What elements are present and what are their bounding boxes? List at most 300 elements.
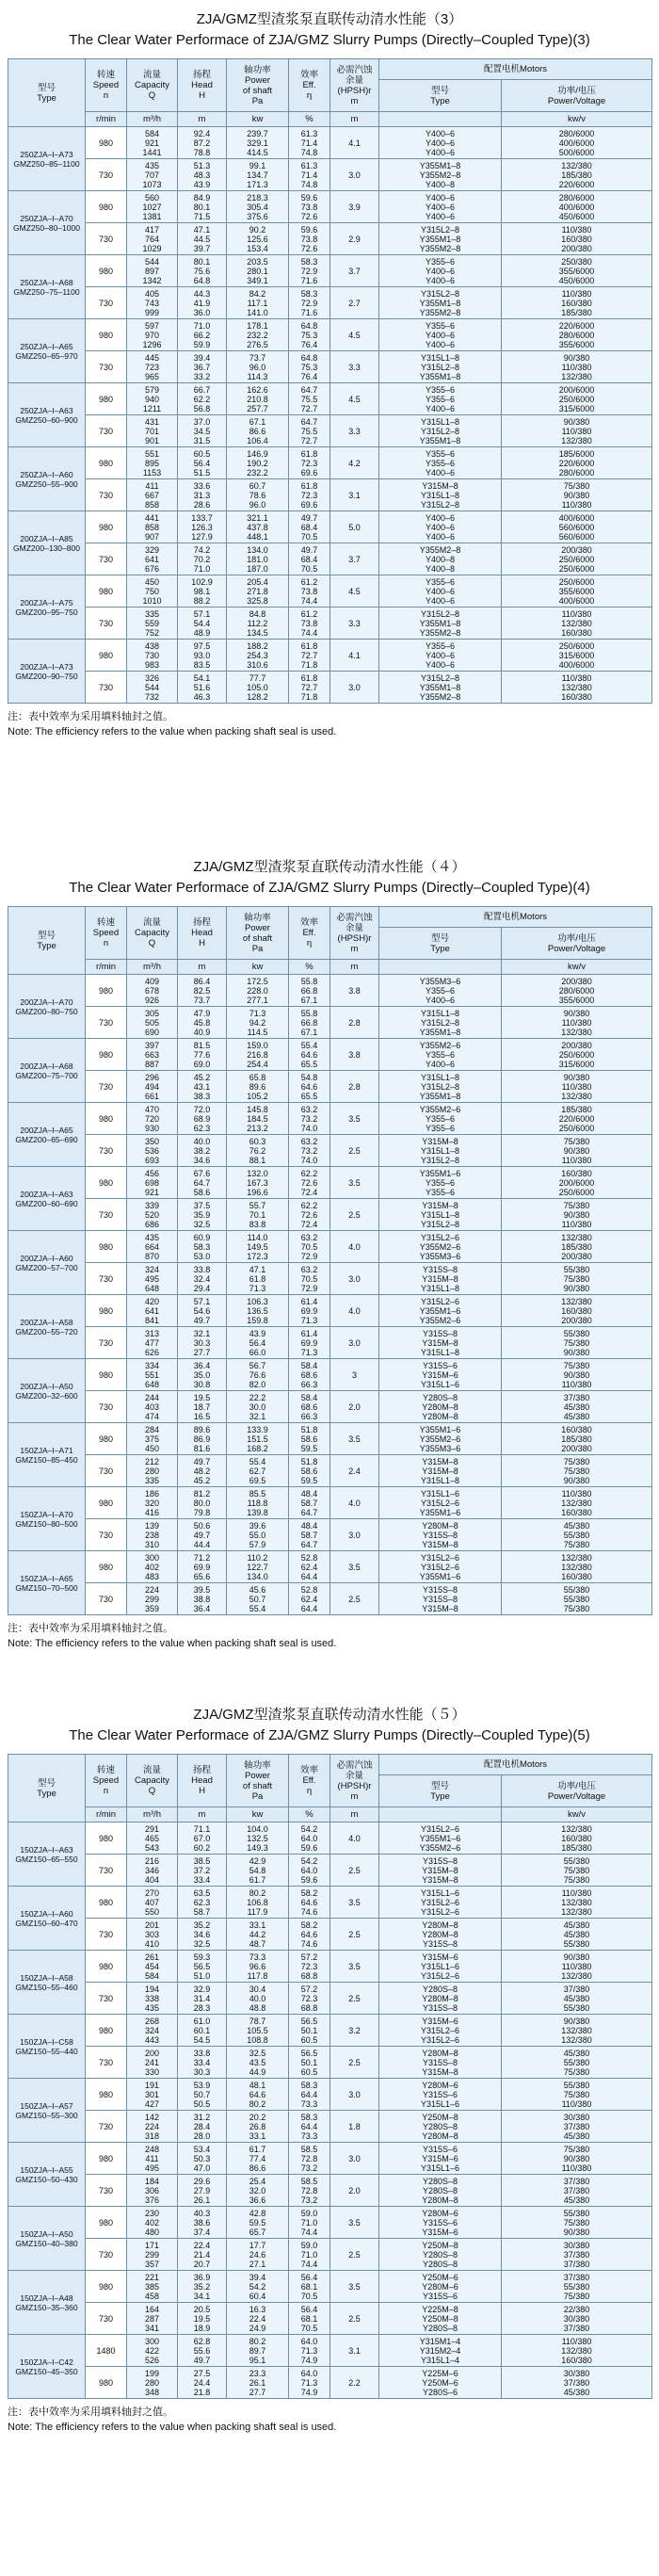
shaft-power-cell: 203.5 280.1 349.1: [227, 255, 289, 287]
header-line: of shaft: [242, 932, 273, 944]
motor-type-cell: Y315L2–6 Y315L2–6 Y355M1–6: [379, 1551, 502, 1583]
efficiency-cell: 64.8 75.3 76.4: [289, 319, 330, 351]
npsh-cell: 3.5: [330, 1951, 379, 1983]
shaft-power-cell: 78.7 105.5 108.8: [227, 2015, 289, 2047]
motor-type-cell: Y355M1–8 Y355M2–8 Y400–8: [379, 159, 502, 191]
table-header: [8, 907, 652, 975]
motor-type-cell: Y355M1–6 Y355M2–6 Y355M3–6: [379, 1423, 502, 1455]
table-row: [8, 351, 652, 383]
capacity-cell: 184 306 376: [127, 2175, 178, 2207]
table-row: [8, 1551, 652, 1583]
motor-type-cell: Y400–6 Y400–6 Y400–6: [379, 127, 502, 159]
note-cn: 注：表中效率为采用填料轴封之值。: [8, 2406, 173, 2418]
npsh-cell: 2.4: [330, 1455, 379, 1487]
capacity-cell: 201 303 410: [127, 1919, 178, 1951]
npsh-cell: 4.0: [330, 1231, 379, 1263]
header-line: 余量: [345, 74, 363, 86]
head-cell: 44.3 41.9 36.0: [178, 287, 227, 319]
speed-cell: 980: [86, 2271, 127, 2303]
motor-type-cell: Y355M2–8 Y400–8 Y400–8: [379, 543, 502, 575]
header-line: n: [103, 90, 109, 101]
efficiency-cell: 58.3 64.4 73.3: [289, 2079, 330, 2111]
motor-type-cell: Y315L2–6 Y355M2–6 Y355M3–6: [379, 1231, 502, 1263]
power-voltage-cell: 250/6000 315/6000 400/6000: [502, 640, 652, 672]
shaft-power-cell: 145.8 184.5 213.2: [227, 1103, 289, 1135]
shaft-power-cell: 110.2 122.7 134.0: [227, 1551, 289, 1583]
header-line: Type: [430, 1790, 450, 1802]
efficiency-cell: 58.4 68.6 66.3: [289, 1359, 330, 1391]
efficiency-cell: 61.2 73.8 74.4: [289, 575, 330, 608]
efficiency-cell: 51.8 58.6 59.5: [289, 1423, 330, 1455]
power-voltage-cell: 132/380 185/380 220/6000: [502, 159, 652, 191]
header-line: Speed: [92, 928, 120, 938]
table-row: [8, 1295, 652, 1327]
efficiency-cell: 56.5 50.1 60.5: [289, 2047, 330, 2079]
motor-type-cell: Y225M–6 Y250M–6 Y280S–6: [379, 2367, 502, 2399]
header-line: 扬程: [192, 70, 211, 80]
shaft-power-cell: 77.7 105.0 128.2: [227, 672, 289, 704]
npsh-cell: 3.1: [330, 479, 379, 511]
capacity-cell: 456 698 921: [127, 1167, 178, 1199]
unit-cell: [379, 112, 502, 127]
power-voltage-cell: 45/380 55/380 75/380: [502, 1519, 652, 1551]
header-line: Type: [430, 943, 450, 954]
motor-type-cell: Y315L2–8 Y355M1–8 Y355M2–8: [379, 608, 502, 640]
unit-cell: r/min: [86, 1807, 127, 1823]
shaft-power-cell: 172.5 228.0 277.1: [227, 975, 289, 1007]
efficiency-cell: 55.8 66.8 67.1: [289, 975, 330, 1007]
shaft-power-cell: 188.2 254.3 310.6: [227, 640, 289, 672]
shaft-power-cell: 48.1 64.6 80.2: [227, 2079, 289, 2111]
motor-type-cell: Y280M–8 Y280M–8 Y315S–8: [379, 1919, 502, 1951]
npsh-cell: 2.5: [330, 1855, 379, 1887]
shaft-power-cell: 133.9 151.5 168.2: [227, 1423, 289, 1455]
capacity-cell: 584 921 1441: [127, 127, 178, 159]
speed-cell: 730: [86, 1327, 127, 1359]
unit-cell: m: [330, 960, 379, 975]
header-line: 轴功率: [244, 912, 271, 923]
head-cell: 36.9 35.2 34.1: [178, 2271, 227, 2303]
npsh-cell: 3.0: [330, 2143, 379, 2175]
header-line: η: [306, 1786, 313, 1796]
table-row: [8, 2207, 652, 2239]
shaft-power-cell: 65.8 89.6 105.2: [227, 1071, 289, 1103]
header-line: m: [350, 943, 359, 954]
header-line: Capacity: [135, 1775, 169, 1786]
header-line: 转速: [96, 917, 115, 928]
pump-model: 200ZJA–I–A73 GMZ200–90–750: [8, 640, 86, 704]
header-power-voltage: [502, 1775, 652, 1807]
table-row: [8, 319, 652, 351]
header-line: 型号: [430, 932, 449, 944]
npsh-cell: 2.5: [330, 1583, 379, 1615]
npsh-cell: 3.0: [330, 1263, 379, 1295]
speed-cell: 980: [86, 640, 127, 672]
header-line: 轴功率: [244, 64, 271, 75]
motor-type-cell: Y280M–6 Y315S–6 Y315M–6: [379, 2207, 502, 2239]
unit-cell: kw: [227, 112, 289, 127]
head-cell: 29.6 27.9 26.1: [178, 2175, 227, 2207]
header-line: 转速: [96, 70, 115, 80]
header-line: Q: [148, 90, 156, 101]
table-row: [8, 543, 652, 575]
header-line: H: [199, 938, 205, 948]
npsh-cell: 3.5: [330, 1167, 379, 1199]
pump-model: 200ZJA–I–A68 GMZ200–75–700: [8, 1039, 86, 1103]
npsh-cell: 2.5: [330, 2303, 379, 2335]
motor-type-cell: Y315L1–6 Y315L2–6 Y315L2–6: [379, 1887, 502, 1919]
head-cell: 19.5 18.7 16.5: [178, 1391, 227, 1423]
efficiency-cell: 61.2 73.8 74.4: [289, 608, 330, 640]
npsh-cell: 2.5: [330, 2047, 379, 2079]
header-speed: [86, 59, 127, 112]
header-line: 流量: [142, 1765, 161, 1775]
motor-type-cell: Y315M1–4 Y315M2–4 Y315L1–4: [379, 2335, 502, 2367]
header-head: [178, 907, 227, 960]
motor-type-cell: Y355M2–6 Y355–6 Y400–6: [379, 1039, 502, 1071]
capacity-cell: 335 559 752: [127, 608, 178, 640]
header-motor-type: [379, 928, 502, 960]
header-motors: 配置电机Motors: [379, 1755, 652, 1775]
table-row: [8, 640, 652, 672]
speed-cell: 730: [86, 1855, 127, 1887]
header-motors: 配置电机Motors: [379, 59, 652, 80]
npsh-cell: 3.5: [330, 1103, 379, 1135]
table-row: [8, 975, 652, 1007]
header-line: 型号: [37, 82, 56, 93]
efficiency-cell: 58.2 64.6 74.6: [289, 1919, 330, 1951]
capacity-cell: 397 663 887: [127, 1039, 178, 1071]
header-line: Head: [191, 80, 213, 90]
table-row: [8, 2111, 652, 2143]
motor-type-cell: Y315S–8 Y315M–8 Y315M–8: [379, 1855, 502, 1887]
motor-type-cell: Y315S–6 Y315M–6 Y315L1–6: [379, 1359, 502, 1391]
table-row: [8, 1423, 652, 1455]
capacity-cell: 470 720 930: [127, 1103, 178, 1135]
head-cell: 102.9 98.1 88.2: [178, 575, 227, 608]
motor-type-cell: Y355–6 Y400–6 Y400–6: [379, 319, 502, 351]
section-title-cn: ZJA/GMZ型渣浆泵直联传动清水性能（５）: [193, 1707, 466, 1723]
efficiency-cell: 55.4 64.6 65.5: [289, 1039, 330, 1071]
header-npsh: [330, 907, 379, 960]
speed-cell: 730: [86, 479, 127, 511]
header-line: 效率: [299, 917, 318, 928]
speed-cell: 730: [86, 2111, 127, 2143]
npsh-cell: 2.9: [330, 223, 379, 255]
capacity-cell: 212 280 335: [127, 1455, 178, 1487]
efficiency-cell: 64.7 75.5 72.7: [289, 415, 330, 447]
pump-model: 200ZJA–I–A58 GMZ200–55–720: [8, 1295, 86, 1359]
efficiency-cell: 48.4 58.7 64.7: [289, 1487, 330, 1519]
header-speed: [86, 1755, 127, 1807]
header-line: Power/Voltage: [547, 95, 606, 106]
efficiency-cell: 63.2 70.5 72.9: [289, 1263, 330, 1295]
header-model: [8, 907, 86, 975]
power-voltage-cell: 185/6000 220/6000 280/6000: [502, 447, 652, 479]
motor-type-cell: Y355M1–6 Y355–6 Y355–6: [379, 1167, 502, 1199]
speed-cell: 730: [86, 2047, 127, 2079]
capacity-cell: 405 743 999: [127, 287, 178, 319]
header-line: 效率: [299, 1765, 318, 1775]
power-voltage-cell: 250/6000 355/6000 400/6000: [502, 575, 652, 608]
note-cn: 注：表中效率为采用填料轴封之值。: [8, 711, 173, 722]
header-line: Pa: [251, 1790, 264, 1802]
head-cell: 31.2 28.4 28.0: [178, 2111, 227, 2143]
npsh-cell: 3.8: [330, 1039, 379, 1071]
motor-type-cell: Y315L1–8 Y315L2–8 Y355M1–8: [379, 351, 502, 383]
capacity-cell: 194 338 435: [127, 1983, 178, 2015]
efficiency-cell: 61.3 71.4 74.8: [289, 159, 330, 191]
capacity-cell: 450 750 1010: [127, 575, 178, 608]
head-cell: 71.0 66.2 59.9: [178, 319, 227, 351]
header-head: [178, 1755, 227, 1807]
efficiency-cell: 64.0 71.3 74.9: [289, 2367, 330, 2399]
efficiency-cell: 58.3 72.9 71.6: [289, 255, 330, 287]
table-row: [8, 2239, 652, 2271]
header-line: m: [350, 95, 359, 106]
header-line: H: [199, 90, 205, 101]
header-line: 余量: [345, 1770, 363, 1781]
shaft-power-cell: 39.6 55.0 57.9: [227, 1519, 289, 1551]
speed-cell: 730: [86, 2303, 127, 2335]
power-voltage-cell: 110/380 132/380 132/380: [502, 1887, 652, 1919]
unit-cell: %: [289, 960, 330, 975]
capacity-cell: 268 324 443: [127, 2015, 178, 2047]
unit-cell: m³/h: [127, 112, 178, 127]
table-row: [8, 1583, 652, 1615]
header-line: Capacity: [135, 928, 169, 938]
header-line: 型号: [37, 930, 56, 941]
npsh-cell: 2.5: [330, 1983, 379, 2015]
power-voltage-cell: 160/380 200/6000 250/6000: [502, 1167, 652, 1199]
capacity-cell: 560 1027 1381: [127, 191, 178, 223]
npsh-cell: 4.1: [330, 127, 379, 159]
header-line: Eff.: [302, 928, 316, 938]
header-line: m: [350, 1790, 359, 1802]
shaft-power-cell: 25.4 32.0 36.6: [227, 2175, 289, 2207]
speed-cell: 980: [86, 1423, 127, 1455]
efficiency-cell: 64.0 71.3 74.9: [289, 2335, 330, 2367]
table-header: [8, 1755, 652, 1823]
head-cell: 33.8 32.4 29.4: [178, 1263, 227, 1295]
speed-cell: 730: [86, 543, 127, 575]
pump-model: 200ZJA–I–A50 GMZ200–32–600: [8, 1359, 86, 1423]
shaft-power-cell: 178.1 232.2 276.5: [227, 319, 289, 351]
head-cell: 50.6 49.7 44.4: [178, 1519, 227, 1551]
npsh-cell: 4.2: [330, 447, 379, 479]
efficiency-cell: 59.6 73.8 72.6: [289, 191, 330, 223]
header-line: (HPSH)r: [337, 932, 372, 944]
shaft-power-cell: 61.7 77.4 86.6: [227, 2143, 289, 2175]
note-cn: 注：表中效率为采用填料轴封之值。: [8, 1623, 173, 1634]
motor-type-cell: Y315L1–8 Y315L2–8 Y355M1–8: [379, 1007, 502, 1039]
table-row: [8, 1071, 652, 1103]
motor-type-cell: Y355–6 Y355–6 Y400–6: [379, 383, 502, 415]
efficiency-cell: 61.8 72.3 69.6: [289, 447, 330, 479]
head-cell: 22.4 21.4 20.7: [178, 2239, 227, 2271]
table-row: [8, 1983, 652, 2015]
header-line: 效率: [299, 70, 318, 80]
header-line: η: [306, 90, 313, 101]
unit-cell: [379, 1807, 502, 1823]
unit-cell: m: [330, 112, 379, 127]
efficiency-cell: 59.0 71.0 74.4: [289, 2239, 330, 2271]
power-voltage-cell: 185/380 220/6000 250/6000: [502, 1103, 652, 1135]
power-voltage-cell: 220/6000 280/6000 355/6000: [502, 319, 652, 351]
capacity-cell: 597 970 1296: [127, 319, 178, 351]
power-voltage-cell: 55/380 75/380 90/380: [502, 1263, 652, 1295]
pump-model: 150ZJA–I–A55 GMZ150–50–430: [8, 2143, 86, 2207]
performance-table: [8, 58, 652, 704]
unit-cell: m: [178, 960, 227, 975]
speed-cell: 730: [86, 1199, 127, 1231]
motor-type-cell: Y280M–8 Y315S–8 Y315M–8: [379, 2047, 502, 2079]
header-line: Head: [191, 928, 213, 938]
capacity-cell: 411 667 858: [127, 479, 178, 511]
header-capacity: [127, 907, 178, 960]
table-row: [8, 1103, 652, 1135]
npsh-cell: 4.5: [330, 383, 379, 415]
motor-type-cell: Y355M2–6 Y355–6 Y355–6: [379, 1103, 502, 1135]
shaft-power-cell: 16.3 22.4 24.9: [227, 2303, 289, 2335]
speed-cell: 980: [86, 1359, 127, 1391]
efficiency-cell: 54.8 64.6 65.5: [289, 1071, 330, 1103]
performance-table: [8, 1754, 652, 2399]
npsh-cell: 3.2: [330, 2015, 379, 2047]
table-row: [8, 479, 652, 511]
power-voltage-cell: 110/380 160/380 200/380: [502, 223, 652, 255]
capacity-cell: 139 238 310: [127, 1519, 178, 1551]
shaft-power-cell: 84.8 112.2 134.5: [227, 608, 289, 640]
speed-cell: 730: [86, 1263, 127, 1295]
head-cell: 133.7 126.3 127.9: [178, 511, 227, 543]
npsh-cell: 3.1: [330, 2335, 379, 2367]
table-row: [8, 1487, 652, 1519]
header-efficiency: [289, 907, 330, 960]
capacity-cell: 224 299 359: [127, 1583, 178, 1615]
pump-model: 150ZJA–I–A58 GMZ150–55–460: [8, 1951, 86, 2015]
efficiency-cell: 48.4 58.7 64.7: [289, 1519, 330, 1551]
header-motor-type: [379, 80, 502, 112]
efficiency-cell: 63.2 73.2 74.0: [289, 1103, 330, 1135]
pump-model: 200ZJA–I–A65 GMZ200–65–690: [8, 1103, 86, 1167]
head-cell: 89.6 86.9 81.6: [178, 1423, 227, 1455]
header-line: H: [199, 1786, 205, 1796]
efficiency-cell: 58.3 64.4 73.3: [289, 2111, 330, 2143]
capacity-cell: 409 678 926: [127, 975, 178, 1007]
table-header: [8, 59, 652, 127]
header-line: 功率/电压: [557, 932, 596, 944]
speed-cell: 730: [86, 415, 127, 447]
head-cell: 66.7 62.2 56.8: [178, 383, 227, 415]
capacity-cell: 142 224 318: [127, 2111, 178, 2143]
speed-cell: 980: [86, 1487, 127, 1519]
table-row: [8, 2175, 652, 2207]
motor-type-cell: Y280S–8 Y280M–8 Y280M–8: [379, 1391, 502, 1423]
head-cell: 81.2 80.0 79.8: [178, 1487, 227, 1519]
shaft-power-cell: 22.2 30.0 32.1: [227, 1391, 289, 1423]
efficiency-cell: 64.7 75.5 72.7: [289, 383, 330, 415]
efficiency-cell: 62.2 72.6 72.4: [289, 1167, 330, 1199]
table-row: [8, 2303, 652, 2335]
power-voltage-cell: 280/6000 400/6000 450/6000: [502, 191, 652, 223]
header-model: [8, 59, 86, 127]
head-cell: 92.4 87.2 78.8: [178, 127, 227, 159]
power-voltage-cell: 90/380 132/380 132/380: [502, 2015, 652, 2047]
shaft-power-cell: 85.5 118.8 139.8: [227, 1487, 289, 1519]
header-line: 流量: [142, 70, 161, 80]
unit-cell: kw/v: [502, 960, 652, 975]
table-row: [8, 2335, 652, 2367]
shaft-power-cell: 80.2 89.7 95.1: [227, 2335, 289, 2367]
section-title-cn: ZJA/GMZ型渣浆泵直联传动清水性能（４）: [193, 859, 466, 875]
npsh-cell: 4.0: [330, 1487, 379, 1519]
npsh-cell: 1.8: [330, 2111, 379, 2143]
power-voltage-cell: 37/380 45/380 45/380: [502, 1391, 652, 1423]
shaft-power-cell: 23.3 26.1 27.7: [227, 2367, 289, 2399]
motor-type-cell: Y355–6 Y400–6 Y400–6: [379, 575, 502, 608]
npsh-cell: 4.5: [330, 319, 379, 351]
power-voltage-cell: 75/380 90/380 110/380: [502, 2143, 652, 2175]
pump-model: 250ZJA–I–A65 GMZ250–65–970: [8, 319, 86, 383]
table-row: [8, 287, 652, 319]
motor-type-cell: Y355–6 Y400–6 Y400–6: [379, 255, 502, 287]
speed-cell: 980: [86, 511, 127, 543]
efficiency-cell: 56.4 68.1 70.5: [289, 2271, 330, 2303]
capacity-cell: 420 641 841: [127, 1295, 178, 1327]
header-line: n: [103, 1786, 109, 1796]
pump-model: 200ZJA–I–A63 GMZ200–60–690: [8, 1167, 86, 1231]
head-cell: 51.3 48.3 43.9: [178, 159, 227, 191]
header-line: 必需汽蚀: [336, 1759, 373, 1771]
table-row: [8, 1887, 652, 1919]
header-line: Type: [37, 92, 56, 104]
npsh-cell: 3.0: [330, 2079, 379, 2111]
motor-type-cell: Y315M–8 Y315L1–8 Y315L2–8: [379, 1135, 502, 1167]
speed-cell: 730: [86, 159, 127, 191]
power-voltage-cell: 90/380 110/380 132/380: [502, 1071, 652, 1103]
shaft-power-cell: 30.4 40.0 48.8: [227, 1983, 289, 2015]
header-line: 转速: [96, 1765, 115, 1775]
motor-type-cell: Y280M–8 Y315S–8 Y315M–8: [379, 1519, 502, 1551]
capacity-cell: 441 858 907: [127, 511, 178, 543]
motor-type-cell: Y355M3–6 Y355–6 Y400–6: [379, 975, 502, 1007]
header-line: 必需汽蚀: [336, 64, 373, 75]
head-cell: 47.9 45.8 40.9: [178, 1007, 227, 1039]
header-line: (HPSH)r: [337, 85, 372, 96]
npsh-cell: 4.0: [330, 1823, 379, 1855]
header-line: Capacity: [135, 80, 169, 90]
power-voltage-cell: 280/6000 400/6000 500/6000: [502, 127, 652, 159]
speed-cell: 730: [86, 351, 127, 383]
table-row: [8, 1855, 652, 1887]
table-row: [8, 2079, 652, 2111]
power-voltage-cell: 75/380 90/380 110/380: [502, 1359, 652, 1391]
header-line: 型号: [37, 1777, 56, 1789]
efficiency-cell: 54.2 64.0 59.6: [289, 1855, 330, 1887]
header-line: of shaft: [242, 1780, 273, 1791]
power-voltage-cell: 90/380 110/380 132/380: [502, 1007, 652, 1039]
head-cell: 53.4 50.3 47.0: [178, 2143, 227, 2175]
pump-model: 200ZJA–I–A60 GMZ200–57–700: [8, 1231, 86, 1295]
capacity-cell: 200 241 330: [127, 2047, 178, 2079]
power-voltage-cell: 132/380 132/380 160/380: [502, 1551, 652, 1583]
efficiency-cell: 56.5 50.1 60.5: [289, 2015, 330, 2047]
speed-cell: 980: [86, 1951, 127, 1983]
head-cell: 39.5 38.8 36.4: [178, 1583, 227, 1615]
npsh-cell: 4.0: [330, 1295, 379, 1327]
speed-cell: 980: [86, 1295, 127, 1327]
